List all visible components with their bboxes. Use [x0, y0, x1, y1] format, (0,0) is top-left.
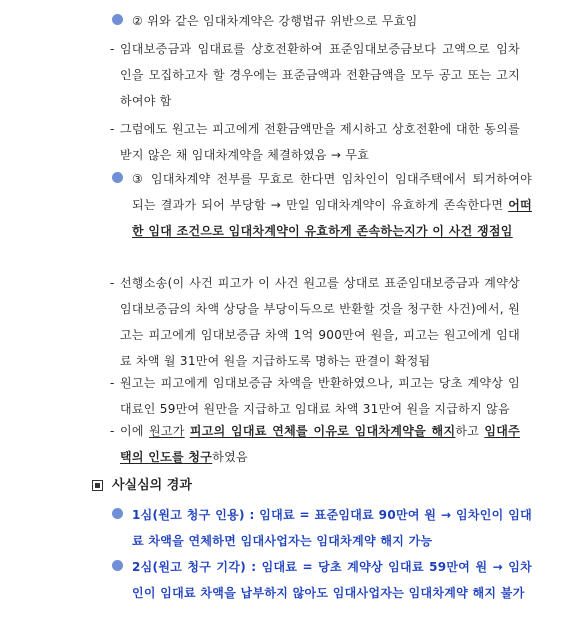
bullet-dot — [112, 14, 123, 25]
point-2-text: ② 위와 같은 임대차계약은 강행법규 위반으로 무효임 — [132, 14, 418, 28]
dash-item-3-text: 선행소송(이 사건 피고가 이 사건 원고를 상대로 표준임대보증금과 계약상 임대보증금의 차액 상당을 부당이득으로 반환할 것을 청구한 사건)에서, 원고는 피고에게 임대보증금 차액 1억 900만여 원을, 피고는 원고에게 임대료 차액 월 31만여 원을 지급하도록 명하는 판결이 확정됨 — [120, 276, 520, 368]
dash-item-5: - 이에 원고가 피고의 임대료 연체를 이유로 임대차계약을 해지하고 임대주택의 인도를 청구하였음 — [0, 418, 580, 470]
square-bullet-icon — [92, 480, 103, 491]
point-3 — [0, 166, 580, 244]
first-instance-text: 1심(원고 청구 인용) : 임대료 = 표준임대료 90만여 원 → 임차인이 임대료 차액을 연체하면 임대사업자는 임대차계약 해지 가능 — [132, 508, 532, 548]
dash-item-5-text: 이에 원고가 피고의 임대료 연체를 이유로 임대차계약을 해지하고 임대주택의 인도를 청구하였음 — [120, 424, 520, 464]
dash-item-4: - 원고는 피고에게 임대보증금 차액을 반환하였으나, 피고는 당초 계약상 임대료인 59만여 원만을 지급하고 임대료 차액 31만여 원을 지급하지 않음 — [0, 370, 580, 422]
section-heading — [0, 474, 580, 498]
dash-item-3: - 선행소송(이 사건 피고가 이 사건 원고를 상대로 표준임대보증금과 계약상 임대보증금의 차액 상당을 부당이득으로 반환할 것을 청구한 사건)에서, 원고는 피고에게 임대보증금 차액 1억 900만여 원을, 피고는 원고에게 임대료 차액 월 31만여 원을 지급하도록 명하는 판결이 확정됨 — [0, 270, 580, 374]
dash-item-1: - 임대보증금과 임대료를 상호전환하여 표준임대보증금보다 고액으로 임차인을 모집하고자 할 경우에는 표준금액과 전환금액을 모두 공고 또는 고지하여야 함 — [0, 36, 580, 114]
dash-item-4-text: 원고는 피고에게 임대보증금 차액을 반환하였으나, 피고는 당초 계약상 임대료인 59만여 원만을 지급하고 임대료 차액 31만여 원을 지급하지 않음 — [120, 376, 520, 416]
dash-item-1-text: 임대보증금과 임대료를 상호전환하여 표준임대보증금보다 고액으로 임차인을 모집하고자 할 경우에는 표준금액과 전환금액을 모두 공고 또는 고지하여야 함 — [120, 42, 520, 108]
dash-item-2: - 그럼에도 원고는 피고에게 전환금액만을 제시하고 상호전환에 대한 동의를 받지 않은 채 임대차계약을 체결하였음 → 무효 — [0, 116, 580, 168]
first-instance — [0, 502, 580, 554]
bullet-dot — [112, 508, 123, 519]
second-instance — [0, 554, 580, 606]
point-2 — [0, 8, 580, 34]
point-3-text: ③ 임대차계약 전부를 무효로 한다면 임차인이 임대주택에서 퇴거하여야 되는 결과가 되어 부당함 → 만일 임대차계약이 유효하게 존속한다면 어떠한 임대 조건으로 임대차계약이 유효하게 존속하는지가 이 사건 쟁점임 — [132, 172, 532, 238]
key-issue: 어떠한 임대 조건으로 임대차계약이 유효하게 존속하는지가 이 사건 쟁점임 — [132, 198, 532, 238]
bullet-dot — [112, 172, 123, 183]
dash-item-2-text: 그럼에도 원고는 피고에게 전환금액만을 제시하고 상호전환에 대한 동의를 받지 않은 채 임대차계약을 체결하였음 → 무효 — [120, 122, 520, 162]
bullet-dot — [112, 560, 123, 571]
section-heading-text: 사실심의 경과 — [112, 478, 192, 493]
second-instance-text: 2심(원고 청구 기각) : 임대료 = 당초 계약상 임대료 59만여 원 → 임차인이 임대료 차액을 납부하지 않아도 임대사업자는 임대차계약 해지 불가 — [132, 560, 532, 600]
